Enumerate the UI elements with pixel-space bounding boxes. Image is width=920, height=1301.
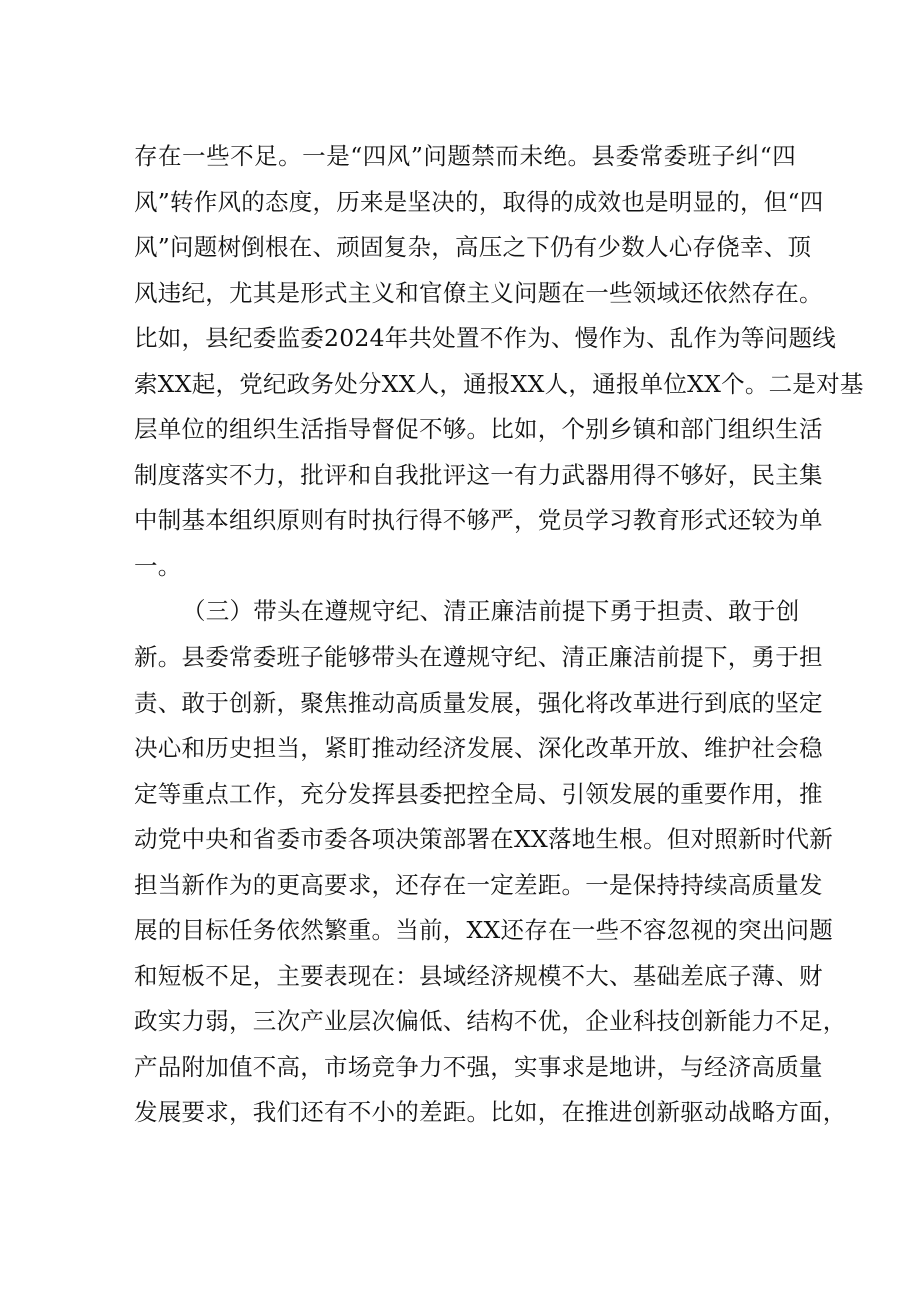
text-line: 存在一些不足。一是“四风”问题禁而未绝。县委常委班子纠“四: [134, 142, 796, 170]
text-line: 决心和历史担当，紧盯推动经济发展、深化改革开放、维护社会稳: [134, 734, 823, 763]
text-line: 动党中央和省委市委各项决策部署在XX落地生根。但对照新时代新: [134, 825, 833, 854]
section-heading-line: （三）带头在遵规守纪、清正廉洁前提下勇于担责、敢于创: [182, 597, 800, 626]
text-line: 制度落实不力，批评和自我批评这一有力武器用得不够好，民主集: [134, 460, 823, 489]
text-line: 政实力弱，三次产业层次偏低、结构不优，企业科技创新能力不足，: [134, 1007, 847, 1036]
text-line: 比如，县纪委监委2024年共处置不作为、慢作为、乱作为等问题线: [134, 324, 837, 353]
document-body: [134, 134, 864, 1136]
text-line: 展的目标任务依然繁重。当前，XX还存在一些不容忽视的突出问题: [134, 916, 833, 945]
text-line: 风”问题树倒根在、顽固复杂，高压之下仍有少数人心存侥幸、顶: [134, 233, 812, 262]
text-line: 和短板不足，主要表现在：县域经济规模不大、基础差底子薄、财: [134, 961, 823, 990]
text-line: 产品附加值不高，市场竞争力不强，实事求是地讲，与经济高质量: [134, 1052, 823, 1081]
text-line: 新。县委常委班子能够带头在遵规守纪、清正廉洁前提下，勇于担: [134, 643, 823, 672]
text-line: 风”转作风的态度，历来是坚决的，取得的成效也是明显的，但“四: [134, 187, 824, 216]
text-line: 索XX起，党纪政务处分XX人，通报XX人，通报单位XX个。二是对基: [134, 369, 864, 398]
text-line: 风违纪，尤其是形式主义和官僚主义问题在一些领域还依然存在。: [134, 278, 823, 307]
text-line: 定等重点工作，充分发挥县委把控全局、引领发展的重要作用，推: [134, 779, 823, 808]
text-line: 担当新作为的更高要求，还存在一定差距。一是保持持续高质量发: [134, 870, 823, 899]
text-line: 责、敢于创新，聚焦推动高质量发展，强化将改革进行到底的坚定: [134, 688, 823, 717]
text-line: 中制基本组织原则有时执行得不够严，党员学习教育形式还较为单: [134, 506, 823, 535]
text-line: 发展要求，我们还有不小的差距。比如，在推进创新驱动战略方面，: [134, 1098, 847, 1127]
text-line: 层单位的组织生活指导督促不够。比如，个别乡镇和部门组织生活: [134, 415, 823, 444]
text-line: 一。: [134, 551, 182, 580]
